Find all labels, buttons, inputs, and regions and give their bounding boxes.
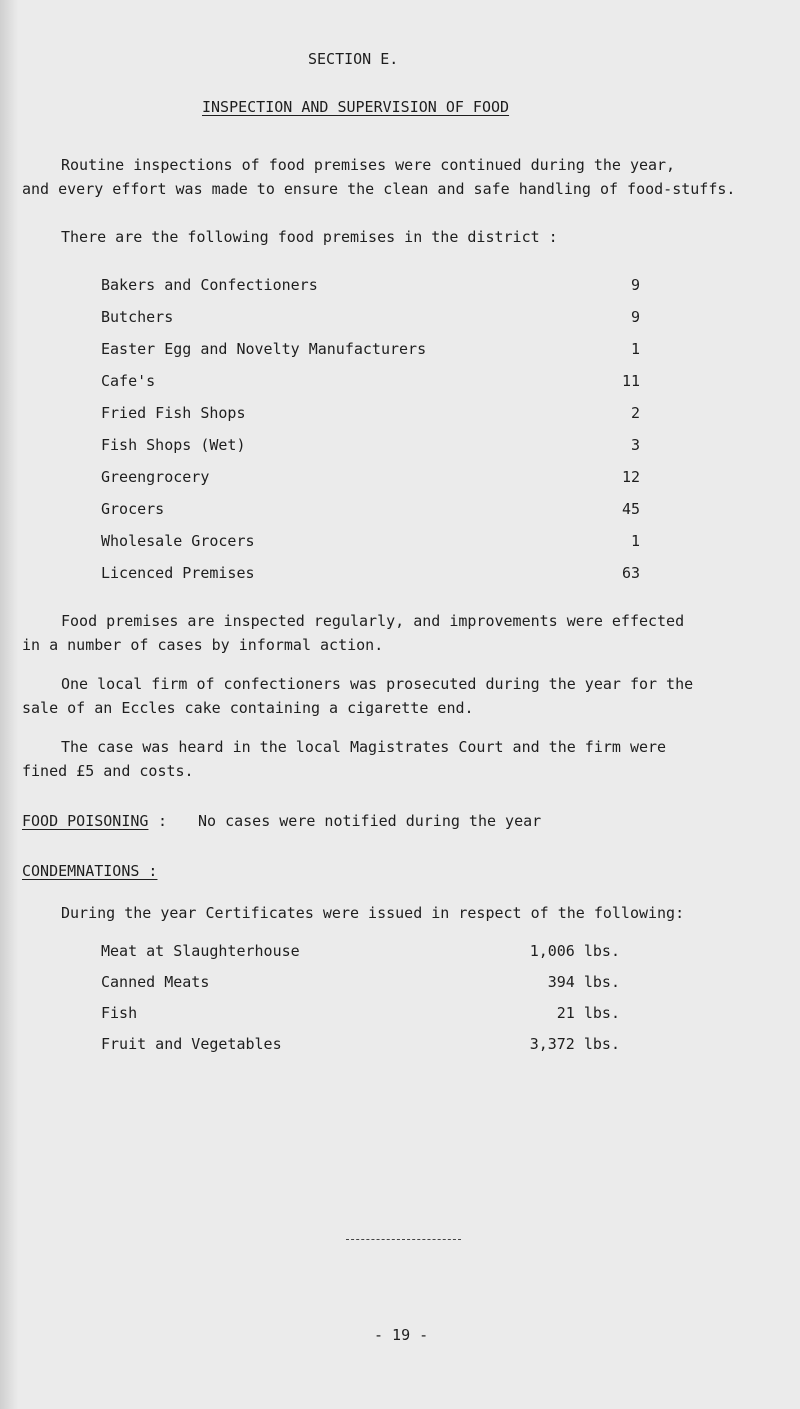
page-edge-shadow — [0, 0, 18, 1409]
page-number: - 19 - — [374, 1326, 429, 1344]
food-poisoning-separator: : — [158, 812, 168, 830]
inspected-line-2: in a number of cases by informal action. — [22, 636, 384, 654]
premises-count: 9 — [630, 308, 640, 326]
condemnations-label: CONDEMNATIONS : — [22, 862, 158, 880]
food-poisoning-label: FOOD POISONING — [22, 812, 149, 830]
premises-count: 2 — [630, 404, 640, 422]
premises-name: Fish Shops (Wet) — [101, 436, 246, 454]
condemnation-amount: 1,006 lbs. — [529, 942, 620, 960]
premises-count: 12 — [621, 468, 640, 486]
premises-count: 9 — [630, 276, 640, 294]
condemnation-item: Meat at Slaughterhouse — [101, 942, 300, 960]
premises-count: 3 — [630, 436, 640, 454]
condemnation-item: Fish — [101, 1004, 138, 1022]
condemnation-amount: 394 lbs. — [547, 973, 620, 991]
food-poisoning-text: No cases were notified during the year — [198, 812, 542, 830]
premises-intro: There are the following food premises in the district : — [61, 228, 558, 246]
premises-name: Fried Fish Shops — [101, 404, 246, 422]
premises-name: Bakers and Confectioners — [101, 276, 318, 294]
premises-count: 1 — [630, 340, 640, 358]
prosecution-line-2: sale of an Eccles cake containing a cigarette end. — [22, 699, 474, 717]
intro-line-2: and every effort was made to ensure the clean and safe handling of food-stuffs. — [22, 180, 736, 198]
case-line-1: The case was heard in the local Magistrates Court and the firm were — [61, 738, 667, 756]
condemnations-intro: During the year Certificates were issued in respect of the following: — [61, 904, 685, 922]
condemnation-amount: 21 lbs. — [556, 1004, 620, 1022]
premises-count: 1 — [630, 532, 640, 550]
premises-count: 11 — [621, 372, 640, 390]
condemnation-item: Fruit and Vegetables — [101, 1035, 282, 1053]
page-heading: INSPECTION AND SUPERVISION OF FOOD — [202, 98, 510, 116]
inspected-line-1: Food premises are inspected regularly, and improvements were effected — [61, 612, 685, 630]
divider-line — [346, 1239, 461, 1240]
intro-line-1: Routine inspections of food premises were continued during the year, — [61, 156, 676, 174]
premises-count: 63 — [621, 564, 640, 582]
prosecution-line-1: One local firm of confectioners was prosecuted during the year for the — [61, 675, 694, 693]
premises-count: 45 — [621, 500, 640, 518]
premises-name: Grocers — [101, 500, 165, 518]
condemnation-amount: 3,372 lbs. — [529, 1035, 620, 1053]
case-line-2: fined £5 and costs. — [22, 762, 194, 780]
section-title: SECTION E. — [308, 50, 399, 68]
premises-name: Cafe's — [101, 372, 156, 390]
premises-name: Wholesale Grocers — [101, 532, 255, 550]
premises-name: Licenced Premises — [101, 564, 255, 582]
premises-name: Butchers — [101, 308, 174, 326]
condemnation-item: Canned Meats — [101, 973, 210, 991]
premises-name: Easter Egg and Novelty Manufacturers — [101, 340, 427, 358]
premises-name: Greengrocery — [101, 468, 210, 486]
